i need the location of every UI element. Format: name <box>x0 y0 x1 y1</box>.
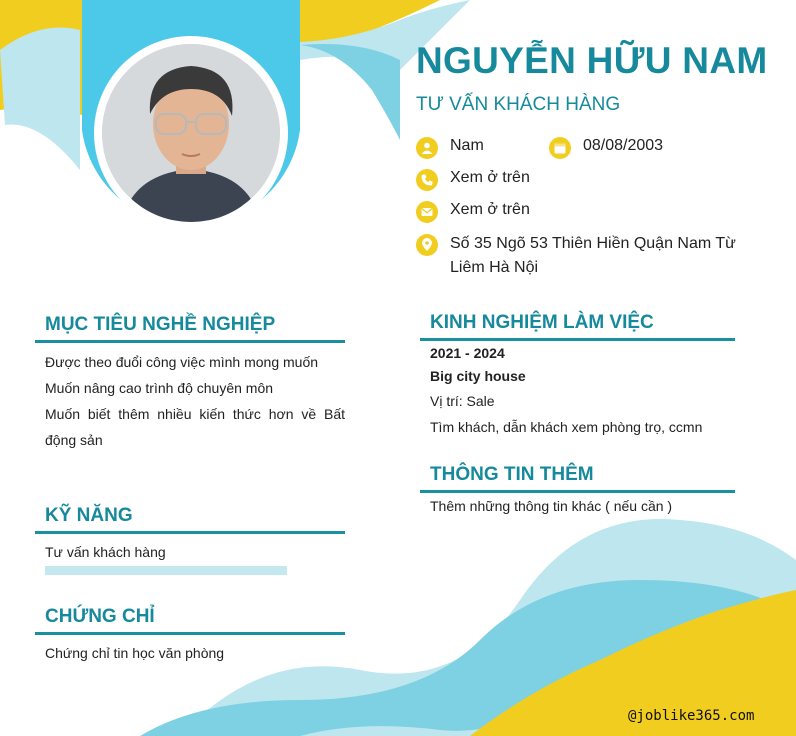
certificate-item: Chứng chỉ tin học văn phòng <box>45 645 225 661</box>
skills-title: KỸ NĂNG <box>45 505 133 526</box>
objective-title: MỤC TIÊU NGHỀ NGHIỆP <box>45 314 276 335</box>
birthdate-value: 08/08/2003 <box>583 137 664 154</box>
objective-list <box>45 349 345 453</box>
experience-position: Vị trí: Sale <box>430 393 495 409</box>
skill-level-bar <box>45 566 287 575</box>
birthdate-row <box>549 137 663 159</box>
objective-line: Muốn nâng cao trình độ chuyên môn <box>45 380 274 396</box>
certificates-title: CHỨNG CHỈ <box>45 606 155 627</box>
extra-info-text: Thêm những thông tin khác ( nếu cần ) <box>430 498 673 514</box>
skills-divider <box>35 531 345 534</box>
email-value: Xem ở trên <box>450 201 530 218</box>
job-title: TƯ VẤN KHÁCH HÀNG <box>416 94 621 115</box>
person-icon <box>416 137 438 159</box>
location-pin-icon <box>416 234 438 256</box>
experience-divider <box>420 338 735 341</box>
objective-line: Muốn biết thêm nhiều kiến thức hơn về Bất động sản <box>45 406 345 448</box>
experience-period: 2021 - 2024 <box>430 345 505 361</box>
phone-icon <box>416 169 438 191</box>
calendar-icon <box>549 137 571 159</box>
address-line1: Số 35 Ngõ 53 Thiên Hiền Quận Nam Từ <box>450 235 736 252</box>
watermark-text: @joblike365.com <box>628 708 755 724</box>
objective-divider <box>35 340 345 343</box>
skill-level-track <box>45 566 287 575</box>
phone-row <box>416 169 530 191</box>
gender-value: Nam <box>450 137 484 154</box>
certificates-divider <box>35 632 345 635</box>
top-mid-wave <box>300 44 400 140</box>
extra-info-title: THÔNG TIN THÊM <box>430 464 594 485</box>
experience-description: Tìm khách, dẫn khách xem phòng trọ, ccmn <box>430 419 703 435</box>
skill-label: Tư vấn khách hàng <box>45 544 166 560</box>
email-row <box>416 201 530 223</box>
experience-company: Big city house <box>430 368 526 384</box>
gender-row <box>416 137 484 159</box>
address-row <box>416 233 746 280</box>
experience-title: KINH NGHIỆM LÀM VIỆC <box>430 312 654 333</box>
top-left-wave <box>0 28 80 171</box>
candidate-name: NGUYỄN HỮU NAM <box>416 40 768 81</box>
address-line2: Liêm Hà Nội <box>450 259 539 276</box>
profile-photo <box>102 44 280 222</box>
mail-icon <box>416 201 438 223</box>
objective-line: Được theo đuổi công việc mình mong muốn <box>45 354 319 370</box>
phone-value: Xem ở trên <box>450 169 530 186</box>
